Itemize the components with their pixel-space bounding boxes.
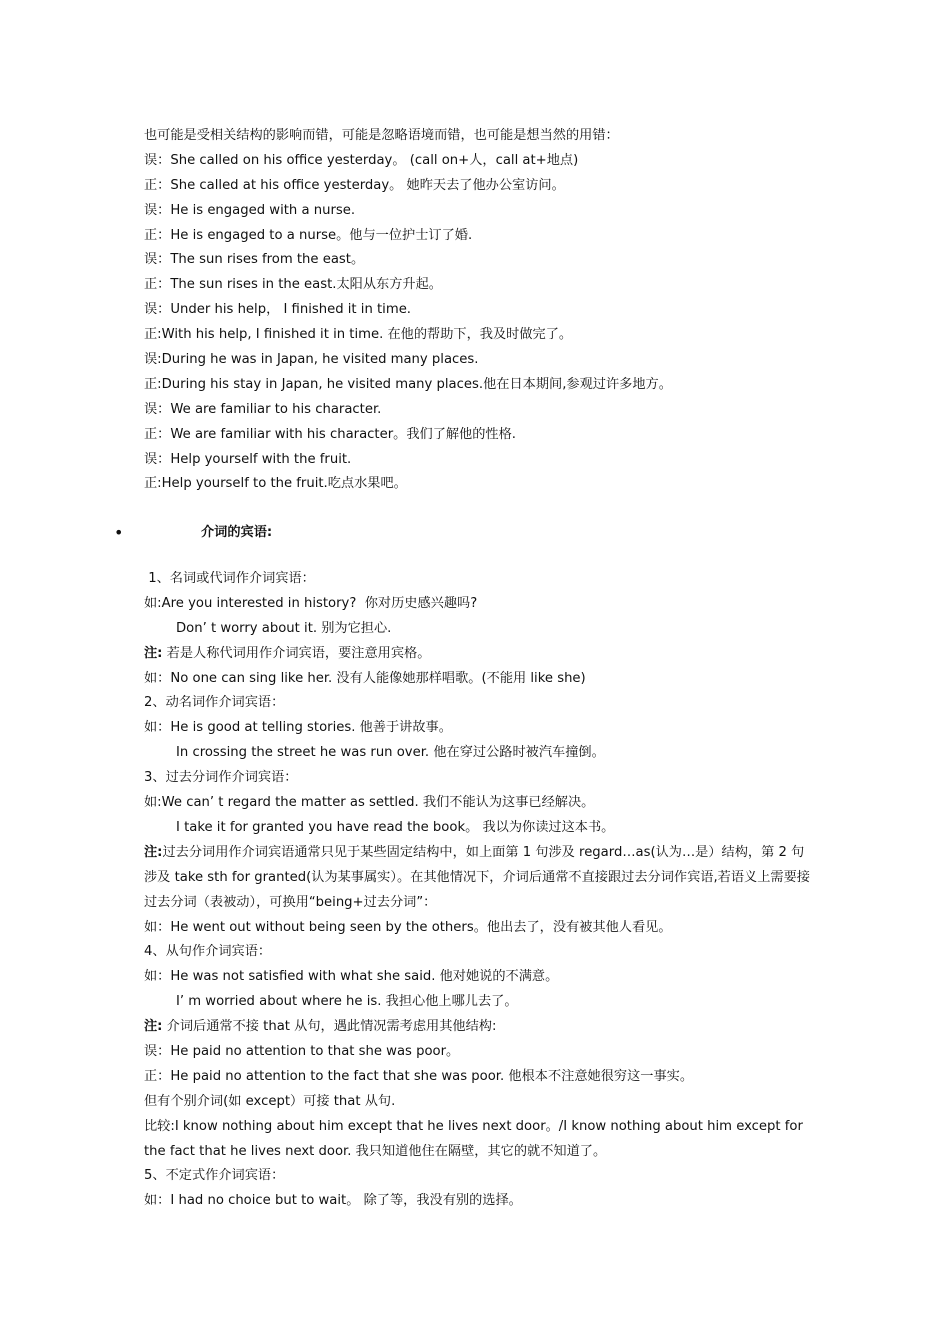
text-line: 正：He paid no attention to the fact that she was poor. 他根本不注意她很穷这一事实。 (144, 1068, 694, 1084)
text-line: 但有个别介词(如 except）可接 that 从句. (144, 1093, 396, 1109)
text-line: 正:With his help, I finished it in time. 在他的帮助下，我及时做完了。 (144, 327, 573, 343)
text-line: 正：She called at his office yesterday。 她昨天去了他办公室访问。 (144, 177, 565, 193)
section-prepositional-objects (144, 567, 814, 1214)
text-line: 如：He went out without being seen by the others。他出去了，没有被其他人看见。 (144, 919, 672, 935)
text-line: 如：He is good at telling stories. 他善于讲故事。 (144, 720, 452, 736)
text-line: 正:Help yourself to the fruit.吃点水果吧。 (144, 476, 407, 492)
text-line: 误：She called on his office yesterday。 (call on+人，call at+地点) (144, 152, 579, 168)
text-line: 正：We are familiar with his character。我们了解他的性格. (144, 426, 517, 442)
text-line: 如：I had no choice but to wait。 除了等，我没有别的选择。 (144, 1193, 522, 1209)
text-line: 误：We are familiar to his character. (144, 401, 382, 417)
note-label: 注: (144, 844, 163, 860)
text-line: In crossing the street he was run over. 他在穿过公路时被汽车撞倒。 (176, 745, 605, 761)
section-heading-row (114, 522, 514, 544)
text-line: 误:During he was in Japan, he visited many places. (144, 352, 479, 368)
text-line: 误：He is engaged with a nurse. (144, 202, 356, 218)
text-line: 如:Are you interested in history? 你对历史感兴趣吗? (144, 595, 478, 611)
text-line: I’ m worried about where he is. 我担心他上哪儿去了。 (176, 994, 518, 1010)
section-wrong-usage (144, 124, 814, 497)
text-line: 如：No one can sing like her. 没有人能像她那样唱歌。(不能用 like she) (144, 670, 586, 686)
text-line: 误：He paid no attention to that she was poor。 (144, 1043, 460, 1059)
comparison-paragraph: 比较:I know nothing about him except that he lives next door。/I know nothing about him except for the fact that he lives next door. 我只知道他住在隔壁，其它的就不知道了。 (144, 1118, 803, 1159)
text-line: Don’ t worry about it. 别为它担心. (176, 620, 392, 636)
note-paragraph (144, 841, 814, 916)
text-line: 也可能是受相关结构的影响而错，可能是忽略语境而错，也可能是想当然的用错： (144, 128, 619, 143)
text-line: I take it for granted you have read the book。 我以为你读过这本书。 (176, 819, 615, 835)
note-text: 过去分词用作介词宾语通常只见于某些固定结构中，如上面第 1 句涉及 regard…as(认为…是）结构，第 2 句涉及 take sth for granted(认为某事属实）。在其他情况下，介词后通常不直接跟过去分词作宾语,若语义上需要接过去分词（表被动），可换用“being+过去分词”： (144, 844, 810, 910)
text-line: 3、过去分词作介词宾语： (144, 770, 298, 786)
note-line (144, 1015, 814, 1040)
note-label: 注: (144, 645, 163, 661)
note-label: 注: (144, 1019, 163, 1035)
text-line: 误：The sun rises from the east。 (144, 252, 365, 268)
text-line: 如:We can’ t regard the matter as settled. 我们不能认为这事已经解决。 (144, 795, 595, 811)
text-line: 5、不定式作介词宾语： (144, 1168, 285, 1184)
text-line: 误：Under his help， I finished it in time. (144, 302, 411, 318)
text-line: 正：He is engaged to a nurse。他与一位护士订了婚. (144, 227, 473, 243)
text-line: 正:During his stay in Japan, he visited many places.他在日本期间,参观过许多地方。 (144, 376, 672, 392)
note-line (144, 642, 814, 667)
text-line: 4、从句作介词宾语： (144, 944, 272, 960)
text-line: 正：The sun rises in the east.太阳从东方升起。 (144, 277, 442, 293)
text-line: 如：He was not satisfied with what she said. 他对她说的不满意。 (144, 969, 559, 985)
bullet-icon: • (114, 523, 124, 542)
text-line: 1、名词或代词作介词宾语： (144, 571, 315, 586)
note-text: 若是人称代词用作介词宾语，要注意用宾格。 (162, 645, 431, 661)
section-heading: 介词的宾语: (201, 525, 273, 540)
text-line: 误：Help yourself with the fruit. (144, 451, 352, 467)
note-text: 介词后通常不接 that 从句，遇此情况需考虑用其他结构: (162, 1019, 497, 1035)
text-line: 2、动名词作介词宾语： (144, 695, 285, 711)
